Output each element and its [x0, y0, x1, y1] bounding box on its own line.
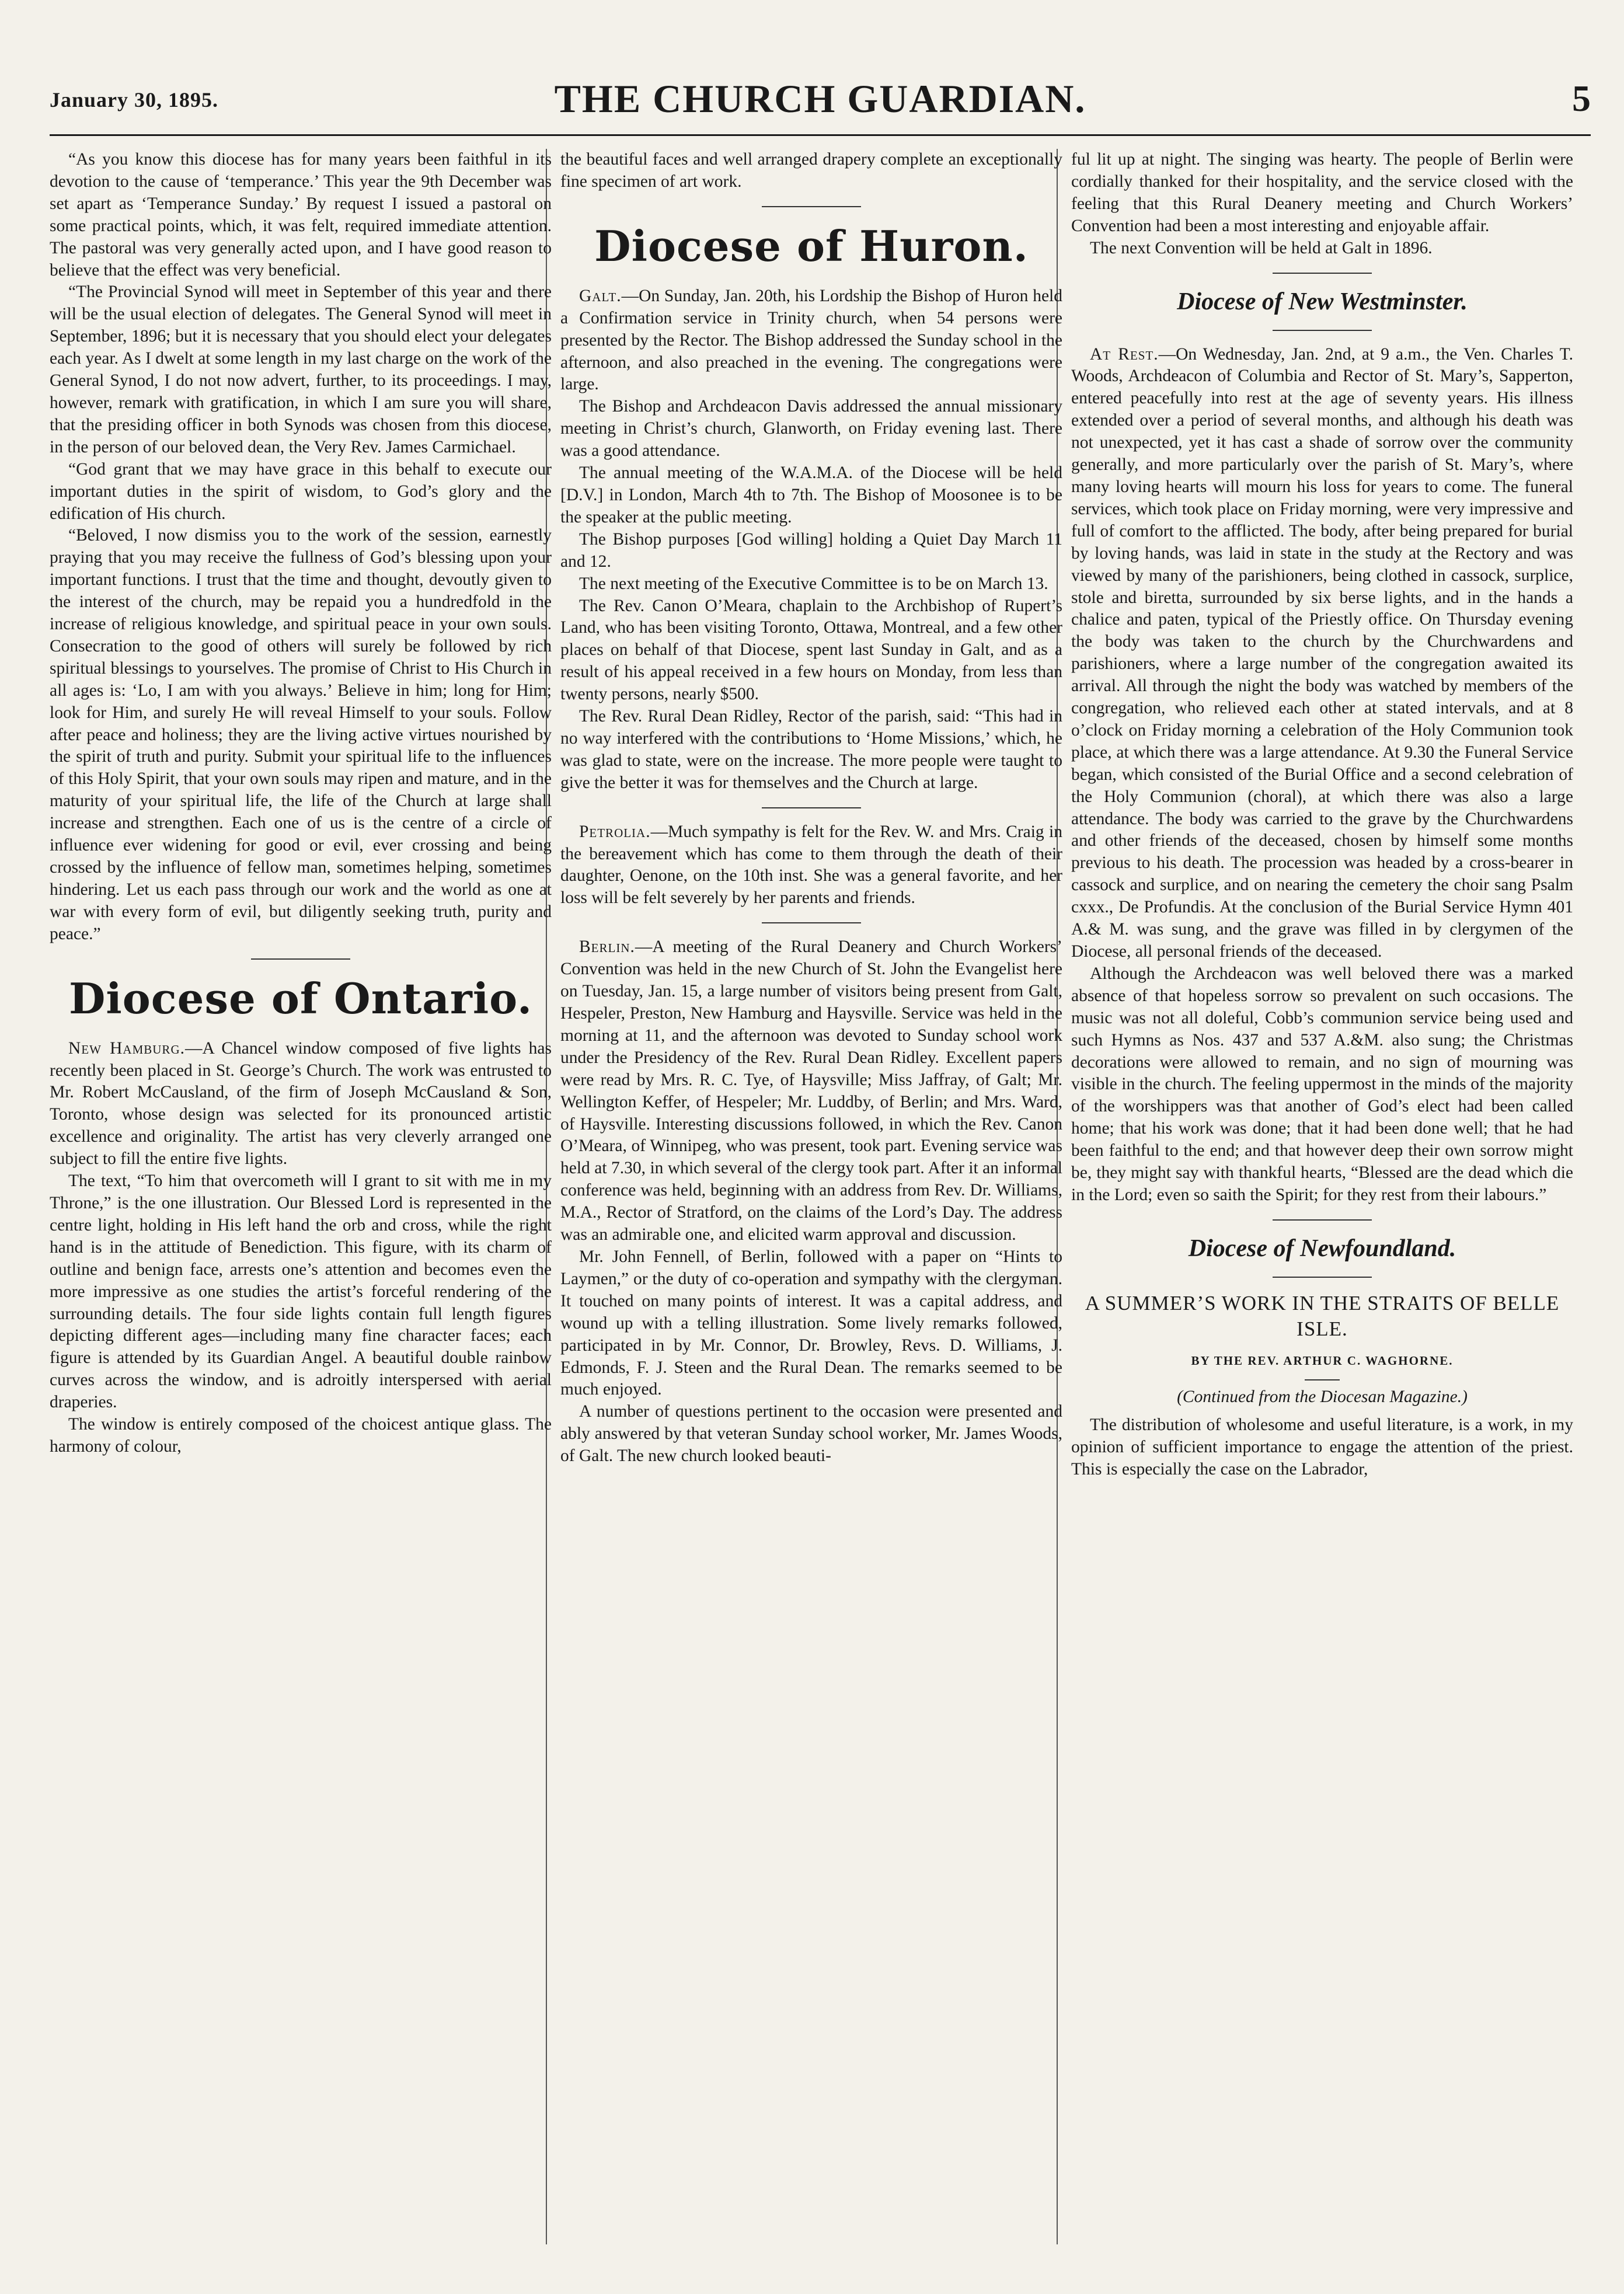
section-heading-ontario: Diocese of Ontario. [68, 973, 533, 1023]
source-note: (Continued from the Diocesan Magazine.) [1177, 1387, 1468, 1406]
section-rule [1273, 1219, 1372, 1221]
short-rule [1305, 1379, 1340, 1380]
newspaper-title: THE CHURCH GUARDIAN. [554, 76, 1086, 121]
article-paragraph: A number of questions pertinent to the occasion were presented and ably answered by that veteran Sunday school worker, Mr. James Woods, of Galt. The new church looked beauti- [560, 1402, 1062, 1466]
dateline: New Hamburg. [68, 1038, 185, 1058]
article-paragraph: The text, “To him that overcometh will I grant to sit with me in my Throne,” is the one illustration. Our Blessed Lord is represented in the centre light, holding in His left hand the orb and cross, while the right hand is in the attitude of Benediction. This figure, with its charm of outline and benign face, arrests one’s attention and becomes even the more impressive as one studies the artist’s forceful rendering of the surrounding details. The four side lights contain full length figures depicting different ages—including many fine character faces; each figure is attended by its Guardian Angel. A beautiful double rainbow curves across the window, and is adroitly interspersed with aerial draperies. [50, 1172, 552, 1412]
article-paragraph: “God grant that we may have grace in this behalf to execute our important duties in the spirit of wisdom, to God’s glory and the edification of His church. [50, 459, 552, 523]
article-paragraph: Petrolia.—Much sympathy is felt for the Rev. W. and Mrs. Craig in the bereavement which has come to them through the death of their daughter, Oenone, on the 10th inst. She was a general favorite, and her loss will be felt severely by her parents and friends. [560, 822, 1062, 908]
article-paragraph: Galt.—On Sunday, Jan. 20th, his Lordship the Bishop of Huron held a Confirmation service in Trinity church, when 54 persons were presented by the Rector. The Bishop addressed the Sunday school in the afternoon, and also preached in the evening. The congregations were large. [560, 286, 1062, 394]
article-paragraph: The Bishop and Archdeacon Davis addressed the annual missionary meeting in Christ’s church, Glanworth, on Friday evening last. There was a good attendance. [560, 397, 1062, 461]
section-rule [1273, 330, 1372, 331]
column-1 [50, 149, 552, 1458]
article-paragraph: The next Convention will be held at Galt in 1896. [1090, 238, 1433, 257]
section-rule [1273, 273, 1372, 274]
article-paragraph: Berlin.—A meeting of the Rural Deanery and Church Workers’ Convention was held in the new Church of St. John the Evangelist here on Tuesday, Jan. 15, a large number of visitors being present from Galt, Hespeler, Preston, New Hamburg and Haysville. Service was held in the morning at 11, and the afternoon was devoted to Sunday school work under the Presidency of the Rev. Rural Dean Ridley. Excellent papers were read by Mrs. R. C. Tye, of Haysville; Miss Jaffray, of Galt; Mr. Wellington Keffer, of Hespeler; Mr. Luddby, of Berlin; and Mrs. Ward, of Haysville. Interesting discussions followed, in which the Rev. Canon O’Meara, of Winnipeg, who was present, took part. Evening service was held at 7.30, in which several of the clergy took part. After it an informal conference was held, beginning with an address from Rev. Dr. Williams, M.A., Rector of Stratford, on the claims of the Lord’s Day. The address was an admirable one, and elicited warm approval and discussion. [560, 937, 1062, 1244]
article-paragraph: The distribution of wholesome and useful literature, is a work, in my opinion of sufficient importance to engage the attention of the priest. This is especially the case on the Labrador, [1071, 1415, 1573, 1479]
dateline: Galt. [579, 286, 622, 305]
article-paragraph: The Bishop purposes [God willing] holding a Quiet Day March 11 and 12. [560, 529, 1062, 571]
article-paragraph: At Rest.—On Wednesday, Jan. 2nd, at 9 a.m., the Ven. Charles T. Woods, Archdeacon of Columbia and Rector of St. Mary’s, Sapperton, entered peacefully into rest at the age of seventy years. His illness extended over a period of several months, and although his death was not unexpected, yet it has cast a shade of sorrow over the community generally, and more particularly over the parish of St. Mary’s, where many loving hearts will mourn his loss for years to come. The funeral services, which took place on Friday morning, were very impressive and full of comfort to the afflicted. The body, after being prepared for burial by loving hands, was laid in state in the study at the Rectory and was viewed by many of the parishioners, being clothed in cassock, surplice, stole and biretta, surrounded by six berse lights, and in the hands a chalice and paten, typical of the Priestly office. On Thursday evening the body was taken to the church by the Churchwardens and parishioners, where a large number of the congregation awaited its arrival. All through the night the body was watched by members of the congregation, who relieved each other at stated intervals, and at 8 o’clock on Friday morning a celebration of the Holy Communion took place, at which there was a large attendance. At 9.30 the Funeral Service began, which consisted of the Burial Office and a second celebration of the Holy Communion (choral), at which there was also a large attendance. The body was carried to the grave by the Churchwardens and other friends of the deceased, chosen by himself some months previous to his death. The procession was headed by a cross-bearer in cassock and surplice, and on nearing the cemetery the choir sang Psalm cxxx., De Profundis. At the conclusion of the Burial Service Hymn 401 A.& M. was sung, and the grave was filled in by clergymen of the Diocese, all personal friends of the deceased. [1071, 344, 1573, 961]
column-3 [1071, 149, 1573, 1480]
section-heading-huron: Diocese of Huron. [594, 221, 1029, 271]
section-heading-new-westminster: Diocese of New Westminster. [1177, 288, 1468, 315]
section-heading-newfoundland: Diocese of Newfoundland. [1188, 1235, 1456, 1262]
article-paragraph: “Beloved, I now dismiss you to the work of the session, earnestly praying that you may receive the fullness of God’s blessing upon your important functions. I trust that the time and thought, devoutly given to the interest of the church, may be repaid you a hundredfold in the increase of religious knowledge, and spiritual peace in your own souls. Consecration to the good of others will surely be followed by rich spiritual blessings to yourselves. The promise of Christ to His Church in all ages is: ‘Lo, I am with you always.’ Believe in him; long for Him; look for Him, and surely He will reveal Himself to your souls. Follow after peace and holiness; they are the living active virtues nourished by the spirit of truth and purity. Submit your spiritual life to the influences of this Holy Spirit, that your own souls may ripen and mature, and in the maturity of your spiritual life, the life of the Church at large shall increase and strengthen. Each one of us is the centre of a circle of influence ever widening for good or evil, ever crossing and being crossed by the influence of fellow man, sometimes helping, sometimes hindering. Let us each pass through our work and the world as one at war with every form of evil, but diligently seeking truth, purity and peace.” [50, 526, 552, 943]
column-2 [560, 149, 1062, 1467]
issue-date: January 30, 1895. [50, 88, 219, 111]
article-paragraph: Mr. John Fennell, of Berlin, followed with a paper on “Hints to Laymen,” or the duty of co-operation and sympathy with the clergyman. It touched on many points of interest. It was a capital address, and wound up with a telling illustration. Some lively remarks followed, participated in by Mr. Connor, Dr. Browley, Revs. D. Williams, J. Edmonds, F. J. Steen and the Rural Dean. The remarks seemed to be much enjoyed. [560, 1247, 1062, 1399]
article-paragraph: New Hamburg.—A Chancel window composed of five lights has recently been placed in St. George’s Church. The work was entrusted to Mr. Robert McCausland, of the firm of Joseph McCausland & Son, Toronto, whose design was selected for its pronounced artistic excellence and originality. The artist has very cleverly arranged one subject to fill the entire five lights. [50, 1038, 552, 1169]
section-rule [762, 922, 861, 923]
dateline: At Rest. [1090, 344, 1159, 364]
article-paragraph: The next meeting of the Executive Committee is to be on March 13. [579, 574, 1048, 593]
article-title: A SUMMER’S WORK IN THE STRAITS OF BELLE ISLE. [1085, 1291, 1560, 1340]
article-paragraph: The Rev. Rural Dean Ridley, Rector of the parish, said: “This had in no way interfered with the contributions to ‘Home Missions,’ which, he was glad to state, were on the increase. The more people were taught to give the better it was for themselves and the Church at large. [560, 707, 1062, 792]
byline: BY THE REV. ARTHUR C. WAGHORNE. [1191, 1353, 1454, 1368]
masthead [50, 70, 1591, 136]
article-paragraph: Although the Archdeacon was well beloved there was a marked absence of that hopeless sorrow so prevalent on such occasions. The music was not all doleful, Cobb’s communion service being used and such Hymns as Nos. 437 and 537 A.&M. also sung; the Christmas decorations were allowed to remain, and no sign of mourning was visible in the church. The feeling uppermost in the minds of the majority of the worshippers was that another of God’s elect had been called home; that his work was done; that it had been done well; that he had been faithful to the end; and that however deep their own sorrow might be, they might say with thankful hearts, “Blessed are the dead which die in the Lord; even so saith the Spirit; for they rest from their labours.” [1071, 964, 1573, 1204]
article-paragraph: ful lit up at night. The singing was hearty. The people of Berlin were cordially thanked for their hospitality, and the service closed with the feeling that this Rural Deanery meeting and Church Workers’ Convention had been a most interesting and enjoyable affair. [1071, 150, 1573, 235]
section-rule [762, 807, 861, 808]
article-paragraph: the beautiful faces and well arranged drapery complete an exceptionally fine specimen of art work. [560, 150, 1062, 191]
section-rule [1273, 1277, 1372, 1278]
article-paragraph: “As you know this diocese has for many years been faithful in its devotion to the cause of ‘temperance.’ This year the 9th December was set apart as ‘Temperance Sunday.’ By request I issued a pastoral on some practical points, which, it was felt, required immediate attention. The pastoral was very generally acted upon, and I have good reason to believe that the effect was very beneficial. [50, 150, 552, 280]
section-rule [762, 206, 861, 207]
page-number: 5 [1572, 78, 1591, 119]
article-paragraph: The Rev. Canon O’Meara, chaplain to the Archbishop of Rupert’s Land, who has been visiting Toronto, Ottawa, Montreal, and a few other places on behalf of that Diocese, spent last Sunday in Galt, and as a result of his appeal received in a few hours on Monday, from less than twenty persons, nearly $500. [560, 596, 1062, 704]
dateline: Petrolia. [579, 822, 651, 841]
section-rule [251, 958, 350, 960]
dateline: Berlin. [579, 937, 635, 957]
article-paragraph: “The Provincial Synod will meet in September of this year and there will be the usual election of delegates. The General Synod will meet in September, 1896; but it is necessary that you should elect your delegates each year. As I dwelt at some length in my last charge on the work of the General Synod, I do not now advert, further, to its proceedings. I may, however, remark with gratification, in which I am sure you will share, that the presiding officer in both Synods was chosen from this diocese, in the person of our beloved dean, the Very Rev. James Carmichael. [50, 283, 552, 456]
article-paragraph: The window is entirely composed of the choicest antique glass. The harmony of colour, [50, 1415, 552, 1456]
article-paragraph: The annual meeting of the W.A.M.A. of the Diocese will be held [D.V.] in London, March 4th to 7th. The Bishop of Moosonee is to be the speaker at the public meeting. [560, 463, 1062, 527]
